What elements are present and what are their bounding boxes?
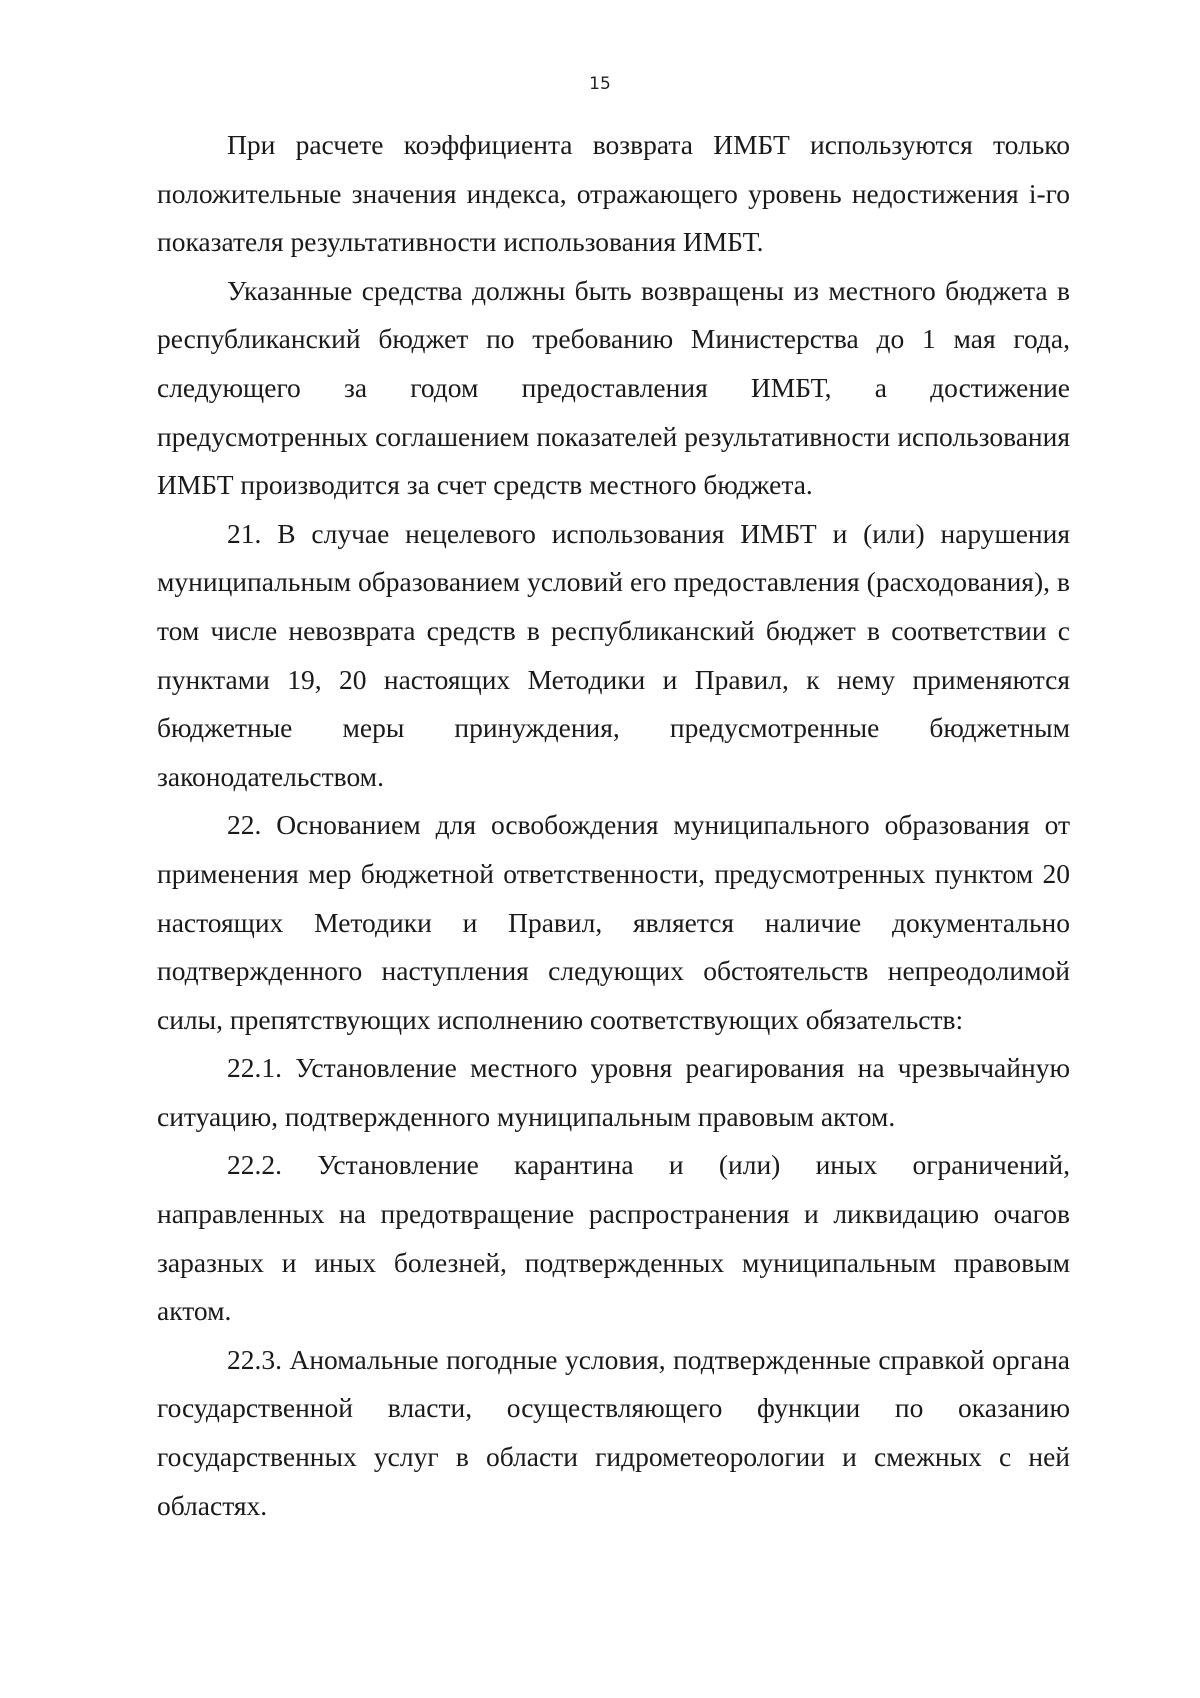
paragraph-return-coefficient: При расчете коэффициента возврата ИМБТ используются только положительные значения индекса, отражающего уровень недостижения i-го показателя результативности использования ИМБТ. [157, 129, 1070, 258]
paragraph-22-exemption-grounds: 22. Основанием для освобождения муниципального образования от применения мер бюджетной ответственности, предусмотренных пунктом 20 настоящих Методики и Правил, является наличие документально подтвержденного наступления следующих обстоятельств непреодолимой силы, препятствующих исполнению соответствующих обязательств: [157, 809, 1070, 1035]
paragraph-funds-return: Указанные средства должны быть возвращены из местного бюджета в республиканский бюджет по требованию Министерства до 1 мая года, следующего за годом предоставления ИМБТ, а достижение предусмотренных соглашением показателей результативности использования ИМБТ производится за счет средств местного бюджета. [157, 274, 1070, 501]
paragraph-21-misuse: 21. В случае нецелевого использования ИМБТ и (или) нарушения муниципальным образованием условий его предоставления (расходования), в том числе невозврата средств в республиканский бюджет в соответствии с пунктами 19, 20 настоящих Методики и Правил, к нему применяются бюджетные меры принуждения, предусмотренные бюджетным законодательством. [157, 517, 1070, 792]
paragraph-22-2-quarantine: 22.2. Установление карантина и (или) иных ограничений, направленных на предотвращение распространения и ликвидацию очагов заразных и иных болезней, подтвержденных муниципальным правовым актом. [157, 1149, 1070, 1327]
page-number: 15 [589, 74, 611, 94]
paragraph-22-3-weather: 22.3. Аномальные погодные условия, подтвержденные справкой органа государственной власти, осуществляющего функции по оказанию государственных услуг в области гидрометеорологии и смежных с ней областях. [157, 1343, 1070, 1521]
paragraph-22-1-emergency: 22.1. Установление местного уровня реагирования на чрезвычайную ситуацию, подтвержденного муниципальным правовым актом. [157, 1052, 1070, 1132]
document-body [157, 121, 1070, 1530]
